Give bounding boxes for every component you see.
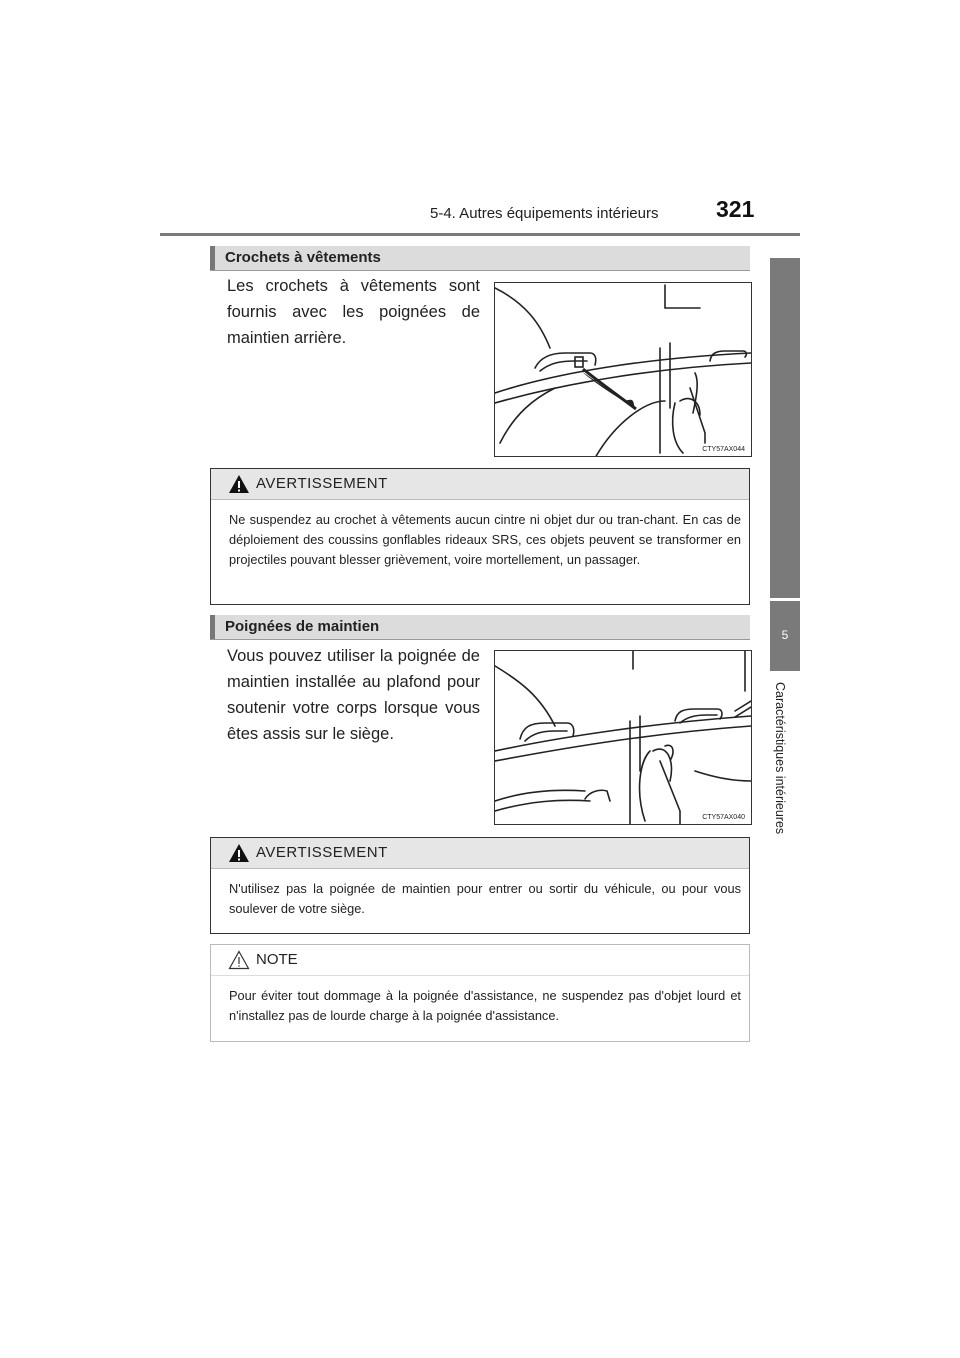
section-body: Vous pouvez utiliser la poignée de maintien installée au plafond pour soutenir votre corps lorsque vous êtes assis sur le siège. bbox=[227, 647, 480, 743]
note-label: NOTE bbox=[256, 951, 298, 968]
warning-triangle-icon bbox=[228, 843, 250, 868]
section-heading: 5-4. Autres équipements intérieurs bbox=[430, 205, 659, 222]
warning-text: Ne suspendez au crochet à vêtements aucun cintre ni objet dur ou tran-chant. En cas de déploiement des coussins gonflables rideaux SRS, ces objets peuvent se transformer en projectiles pouvant blesser grièvement, voire mortellement, un passager. bbox=[229, 512, 741, 567]
section-title-bar bbox=[210, 615, 750, 640]
section-title-bar bbox=[210, 246, 750, 271]
note-box bbox=[210, 944, 750, 1042]
figure-code: CTY57AX044 bbox=[702, 446, 745, 453]
chapter-title: Caractéristiques intérieures bbox=[773, 682, 787, 835]
warning-text: N'utilisez pas la poignée de maintien pour entrer ou sortir du véhicule, ou pour vous soulever de votre siège. bbox=[229, 881, 741, 916]
section-title: Poignées de maintien bbox=[225, 618, 380, 635]
warning-box bbox=[210, 468, 750, 605]
note-triangle-icon bbox=[228, 950, 250, 975]
figure-code: CTY57AX040 bbox=[702, 814, 745, 821]
coat-hook-illustration bbox=[494, 282, 752, 457]
warning-triangle-icon bbox=[228, 474, 250, 499]
note-text: Pour éviter tout dommage à la poignée d'assistance, ne suspendez pas d'objet lourd et n'installez pas de lourde charge à la poignée d'assistance. bbox=[229, 988, 741, 1023]
warning-box bbox=[210, 837, 750, 934]
chapter-number: 5 bbox=[781, 628, 789, 642]
side-tab-line bbox=[770, 258, 800, 598]
header-rule bbox=[160, 233, 800, 236]
warning-label: AVERTISSEMENT bbox=[256, 475, 388, 492]
section-title: Crochets à vêtements bbox=[225, 249, 381, 266]
section-body: Les crochets à vêtements sont fournis avec les poignées de maintien arrière. bbox=[227, 277, 480, 347]
assist-grip-illustration bbox=[494, 650, 752, 825]
chapter-tab[interactable] bbox=[770, 601, 800, 671]
page-number: 321 bbox=[716, 196, 755, 222]
warning-label: AVERTISSEMENT bbox=[256, 844, 388, 861]
